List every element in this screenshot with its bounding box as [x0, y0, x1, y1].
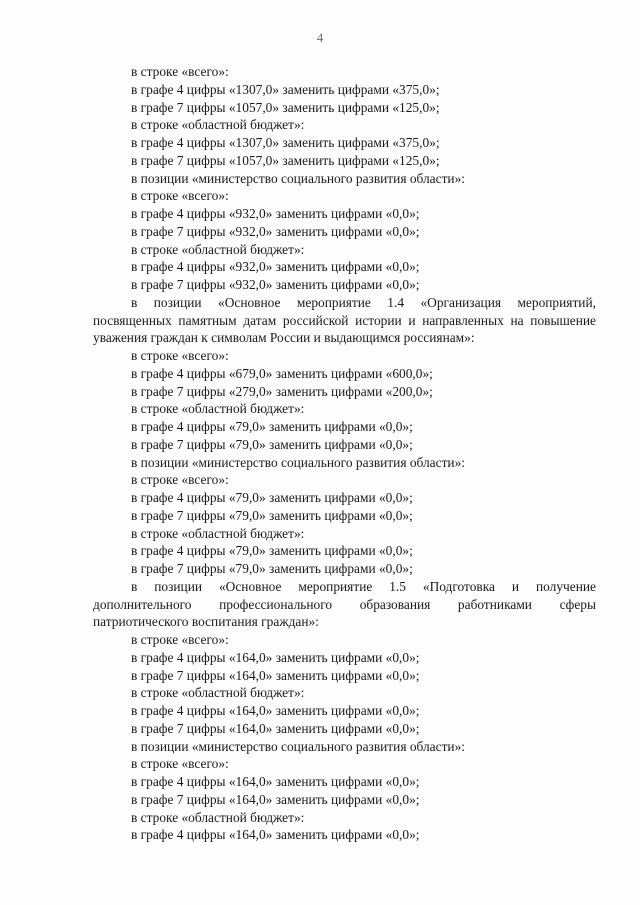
text-line: в графе 7 цифры «164,0» заменить цифрами «0,0»; — [131, 791, 420, 807]
text-line: в позиции «министерство социального развития области»: — [131, 738, 466, 754]
text-line: в строке «областной бюджет»: — [131, 117, 305, 133]
text-line: в графе 4 цифры «679,0» заменить цифрами «600,0»; — [131, 365, 433, 381]
text-line: в строке «всего»: — [131, 632, 229, 647]
text-line: в графе 7 цифры «79,0» заменить цифрами «0,0»; — [131, 507, 413, 523]
text-line: в графе 4 цифры «164,0» заменить цифрами «0,0»; — [131, 827, 420, 843]
text-line: в графе 7 цифры «1057,0» заменить цифрами «125,0»; — [131, 152, 440, 168]
text-line: в графе 7 цифры «164,0» заменить цифрами «0,0»; — [131, 667, 420, 683]
page-number: 4 — [316, 30, 324, 45]
text-line: в графе 4 цифры «79,0» заменить цифрами «0,0»; — [131, 490, 413, 505]
text-line: в графе 7 цифры «932,0» заменить цифрами «0,0»; — [131, 223, 420, 239]
text-line: в строке «областной бюджет»: — [131, 685, 305, 701]
text-line: в строке «областной бюджет»: — [131, 525, 305, 541]
text-line: в графе 4 цифры «79,0» заменить цифрами «0,0»; — [131, 419, 413, 434]
text-line: в графе 4 цифры «164,0» заменить цифрами «0,0»; — [131, 703, 420, 718]
text-line: в графе 4 цифры «79,0» заменить цифрами «0,0»; — [131, 543, 413, 559]
text-line: в строке «всего»: — [131, 64, 229, 79]
text-line: в графе 7 цифры «79,0» заменить цифрами «0,0»; — [131, 561, 413, 576]
text-line: в строке «областной бюджет»: — [131, 809, 305, 825]
text-line: в графе 7 цифры «1057,0» заменить цифрами «125,0»; — [131, 99, 440, 115]
text-line: в позиции «министерство социального развития области»: — [131, 454, 466, 470]
text-line: в графе 7 цифры «279,0» заменить цифрами «200,0»; — [131, 383, 433, 399]
text-line: в графе 4 цифры «1307,0» заменить цифрами «375,0»; — [131, 135, 440, 150]
text-line: в графе 4 цифры «164,0» заменить цифрами «0,0»; — [131, 649, 420, 665]
text-paragraph: в позиции «Основное мероприятие 1.4 «Организация мероприятий, посвященных памятным датам российской истории и направленных на повышение уважения граждан к символам России и выдающимся россиянам»: — [93, 294, 596, 346]
text-line: в строке «всего»: — [131, 756, 229, 772]
text-paragraph: в позиции «Основное мероприятие 1.5 «Подготовка и получение дополнительного профессионального образования работниками сферы патриотического воспитания граждан»: — [93, 578, 596, 630]
text-line: в строке «всего»: — [131, 188, 229, 204]
text-line: в строке «областной бюджет»: — [131, 241, 305, 257]
text-line: в графе 7 цифры «79,0» заменить цифрами «0,0»; — [131, 436, 413, 452]
text-line: в графе 4 цифры «1307,0» заменить цифрами «375,0»; — [131, 81, 440, 97]
text-line: в строке «всего»: — [131, 472, 229, 488]
text-line: в графе 4 цифры «932,0» заменить цифрами «0,0»; — [131, 206, 420, 221]
text-line: в позиции «министерство социального развития области»: — [131, 170, 466, 186]
text-line: в строке «всего»: — [131, 348, 229, 363]
text-line: в графе 7 цифры «932,0» заменить цифрами «0,0»; — [131, 277, 420, 292]
document-body — [93, 63, 596, 844]
text-line: в графе 4 цифры «932,0» заменить цифрами «0,0»; — [131, 259, 420, 275]
text-line: в графе 7 цифры «164,0» заменить цифрами «0,0»; — [131, 720, 420, 736]
text-line: в графе 4 цифры «164,0» заменить цифрами «0,0»; — [131, 774, 420, 789]
text-line: в строке «областной бюджет»: — [131, 401, 305, 417]
